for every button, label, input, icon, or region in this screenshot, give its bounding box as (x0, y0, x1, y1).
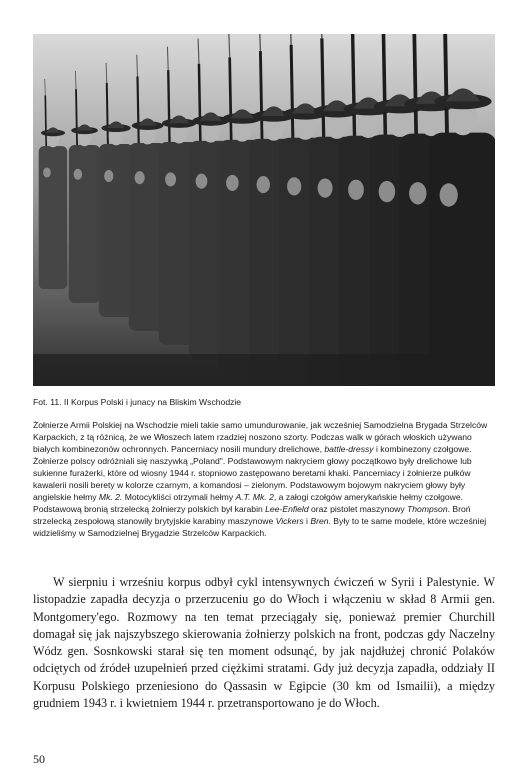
figure-caption: Fot. 11. II Korpus Polski i junacy na Bliskim Wschodzie (33, 397, 242, 407)
caption-text-run: Mk. 2. (98, 492, 123, 502)
caption-text-run: Podstawową bronią strzelecką żołnierzy polskich był karabin (33, 504, 266, 514)
caption-text-run: battle-dressy (324, 444, 374, 454)
caption-text-run: , a załogi czołgów amerykańskie hełmy czołgowe. (273, 492, 464, 502)
caption-text-run: Motocykliści otrzymali hełmy (122, 492, 236, 502)
caption-text-run: Thompson (407, 504, 448, 514)
caption-text-run: . Były to te same modele, które wcześniej widzieliśmy w Samodzielnej Brygadzie Strzelców Karpackich. (33, 516, 487, 538)
caption-paragraph-2 (33, 503, 495, 539)
figure-caption-block (33, 396, 495, 539)
caption-text-run: i (303, 516, 311, 526)
page-number: 50 (33, 752, 45, 766)
soldiers-photo (33, 34, 495, 386)
caption-text-run: . Broń strzelecką zespołową stanowiły brytyjskie karabiny maszynowe (33, 504, 471, 526)
caption-text-run: Vickers (275, 516, 304, 526)
caption-text-run: i kombinezony czołgowe. Żołnierze polscy odróżniali się naszywką „Poland". Podstawowym nakryciem głowy początkowo były drelichowe lub sukienne furażerki, które od wiosny 1944 r. stopniowo zastępowano beretami khaki. Pancerniacy i żołnierze pułków kawalerii nosili berety w kolorze czarnym, a komandosi – zielonym. Podstawowym bojowym nakryciem głowy były angielskie hełmy (33, 444, 472, 502)
soldiers-photo-illustration (33, 34, 495, 386)
caption-text-run: oraz pistolet maszynowy (308, 504, 408, 514)
caption-text-run: Żołnierze Armii Polskiej na Wschodzie mieli takie samo umundurowanie, jak wcześniej Samodzielna Brygada Strzelców Karpackich, z tą różnicą, że we Włoszech latem rzadziej noszono szorty. Podczas walk w górach włoskich używano białych kombinezonów ochronnych. Pancerniacy nosili mundury drelichowe, (33, 420, 488, 454)
caption-text-run: A.T. Mk. 2 (235, 492, 274, 502)
caption-text-run: Lee-Enfield (265, 504, 309, 514)
body-paragraph: W sierpniu i wrześniu korpus odbył cykl intensywnych ćwiczeń w Syrii i Palestynie. W listopadzie zapadła decyzja o przerzuceniu go do Włoch i włączeniu w skład 8 Armii gen. Montgomery'ego. Rozmowy na ten temat przeciągały się, ponieważ premier Churchill domagał się jak najszybszego skierowania żołnierzy polskich na front, podczas gdy Naczelny Wódz gen. Sosnkowski starał się ten moment odsunąć, by jak najdłużej chronić Polaków odciętych od źródeł uzupełnień przed ciężkimi stratami. Gdy już decyzja zapadła, oddziały II Korpusu Polskiego przeniesiono do Qassasin w Egipcie (30 km od Ismailii), a między grudniem 1943 r. i kwietniem 1944 r. przetransportowano je do Włoch. (33, 575, 495, 711)
caption-paragraph-1 (33, 419, 495, 503)
caption-text-run: Bren (310, 516, 329, 526)
